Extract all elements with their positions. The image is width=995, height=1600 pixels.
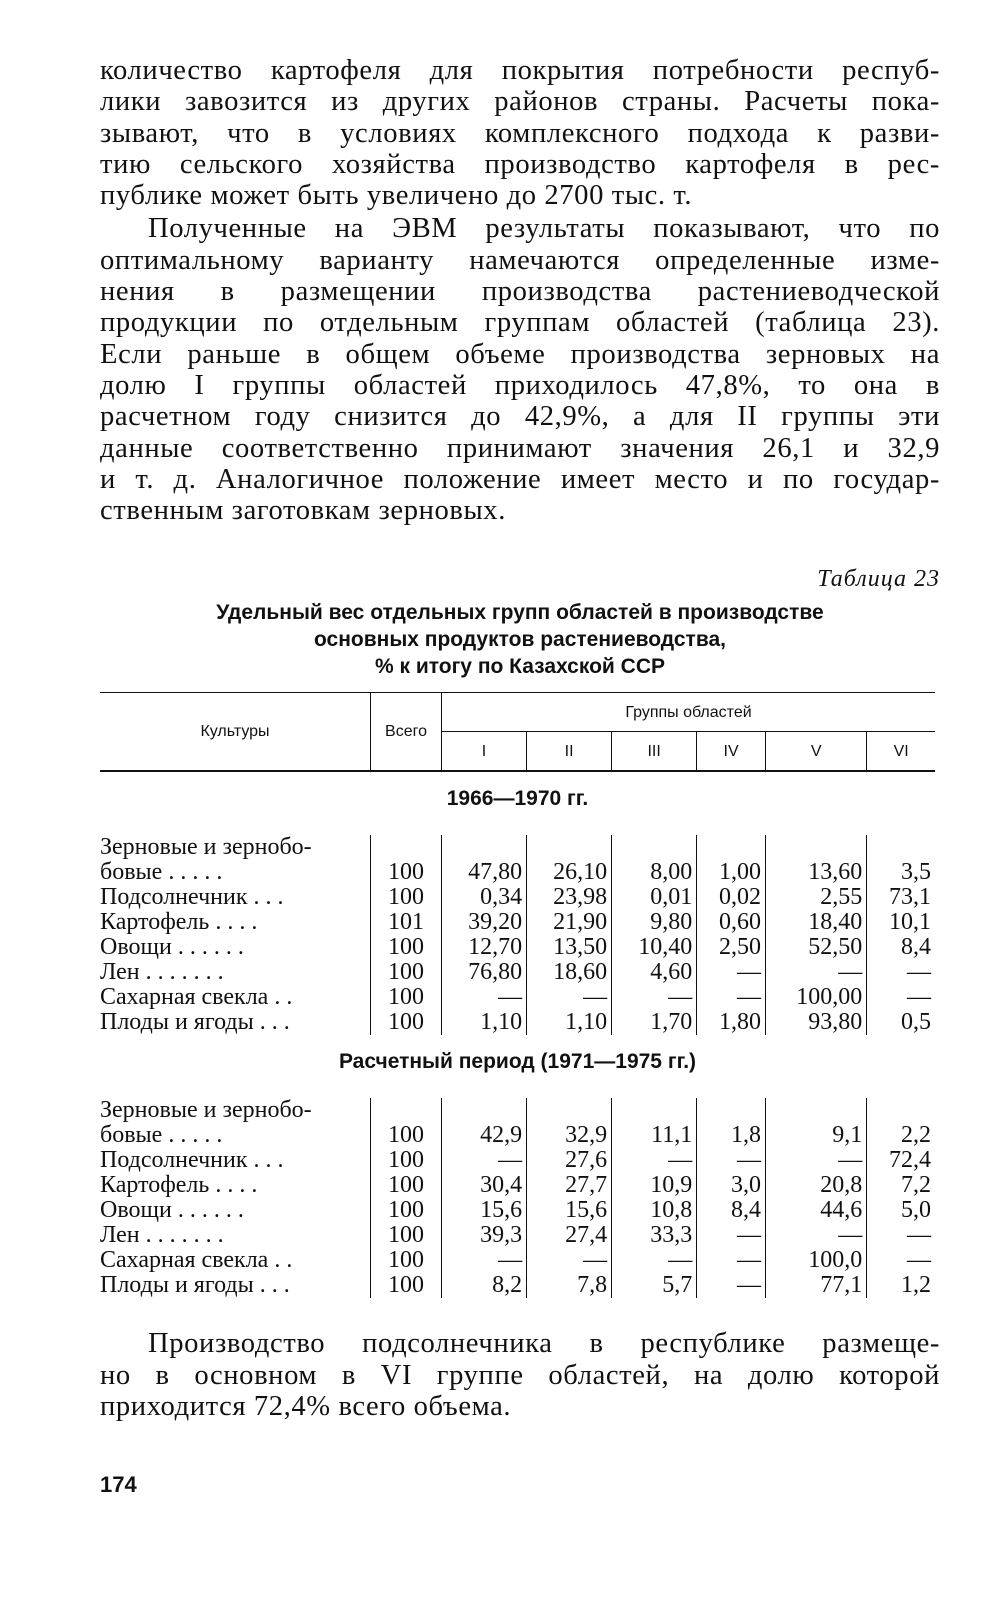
value-cell: 11,1 — [612, 1123, 697, 1148]
value-cell: 100 — [371, 1198, 442, 1223]
text-line: данные соответственно принимают значения 26,1 и 32,9 — [100, 432, 940, 464]
value-cell: 52,50 — [766, 935, 867, 960]
value-cell: 72,4 — [867, 1148, 935, 1173]
table-row — [100, 1248, 935, 1273]
value-cell: 10,8 — [612, 1198, 697, 1223]
value-cell: — — [867, 960, 935, 985]
value-cell: 39,3 — [442, 1223, 527, 1248]
row-name: Овощи . . . . . . — [100, 934, 244, 961]
table-title-line: % к итогу по Казахской ССР — [374, 655, 666, 679]
table-row-continuation — [100, 835, 935, 860]
value-cell: 0,01 — [612, 885, 697, 910]
section-title-row — [100, 771, 935, 835]
value-cell: 21,90 — [527, 910, 612, 935]
empty-cell — [766, 1098, 867, 1123]
value-cell: 23,98 — [527, 885, 612, 910]
empty-cell — [442, 835, 527, 860]
header-groups: Группы областей — [442, 693, 936, 732]
empty-cell — [867, 1098, 935, 1123]
table-row — [100, 885, 935, 910]
value-cell: 7,8 — [527, 1273, 612, 1298]
table-row — [100, 1173, 935, 1198]
value-cell: 12,70 — [442, 935, 527, 960]
empty-cell — [527, 1098, 612, 1123]
table-row-continuation — [100, 1098, 935, 1123]
value-cell: 100,0 — [766, 1248, 867, 1273]
value-cell: 13,60 — [766, 860, 867, 885]
value-cell: 8,4 — [867, 935, 935, 960]
value-cell: — — [766, 960, 867, 985]
text-line: приходится 72,4% всего объема. — [100, 1391, 512, 1423]
text-line: Производство подсолнечника в республике размеще- — [148, 1328, 940, 1360]
text-line: нения в размещении производства растениеводческой — [100, 276, 940, 308]
value-cell: — — [766, 1148, 867, 1173]
value-cell: 10,9 — [612, 1173, 697, 1198]
value-cell: 2,50 — [697, 935, 766, 960]
value-cell: — — [442, 1148, 527, 1173]
table-row — [100, 860, 935, 885]
value-cell: 47,80 — [442, 860, 527, 885]
empty-cell — [612, 1098, 697, 1123]
value-cell: 15,6 — [527, 1198, 612, 1223]
table-title-line: Удельный вес отдельных групп областей в производстве — [216, 601, 824, 625]
value-cell: 100 — [371, 985, 442, 1010]
value-cell: — — [697, 1148, 766, 1173]
row-name: Картофель . . . . — [100, 909, 258, 936]
value-cell: 20,8 — [766, 1173, 867, 1198]
value-cell: 5,0 — [867, 1198, 935, 1223]
table-row — [100, 960, 935, 985]
value-cell: 77,1 — [766, 1273, 867, 1298]
table-title-line: основных продуктов растениеводства, — [314, 628, 726, 652]
value-cell: — — [527, 985, 612, 1010]
value-cell: 100 — [371, 1273, 442, 1298]
empty-cell — [371, 1098, 442, 1123]
table-row — [100, 1123, 935, 1148]
text-line: долю I группы областей приходилось 47,8%, то она в — [100, 369, 940, 401]
value-cell: 39,20 — [442, 910, 527, 935]
value-cell: 9,80 — [612, 910, 697, 935]
value-cell: 13,50 — [527, 935, 612, 960]
value-cell: 100 — [371, 1223, 442, 1248]
value-cell: — — [766, 1223, 867, 1248]
data-table — [100, 692, 935, 1298]
empty-cell — [612, 835, 697, 860]
value-cell: 10,1 — [867, 910, 935, 935]
value-cell: 3,5 — [867, 860, 935, 885]
value-cell: 18,60 — [527, 960, 612, 985]
value-cell: 76,80 — [442, 960, 527, 985]
text-line: и т. д. Аналогичное положение имеет место и по государ- — [100, 463, 940, 495]
value-cell: 1,80 — [697, 1010, 766, 1035]
value-cell: 93,80 — [766, 1010, 867, 1035]
value-cell: 2,2 — [867, 1123, 935, 1148]
value-cell: 100 — [371, 885, 442, 910]
value-cell: 9,1 — [766, 1123, 867, 1148]
value-cell: 2,55 — [766, 885, 867, 910]
value-cell: 26,10 — [527, 860, 612, 885]
value-cell: 100 — [371, 1010, 442, 1035]
value-cell: 73,1 — [867, 885, 935, 910]
value-cell: 27,4 — [527, 1223, 612, 1248]
section-title: 1966—1970 гг. — [446, 787, 589, 811]
value-cell: 100 — [371, 1148, 442, 1173]
header-group-iii: III — [612, 732, 697, 772]
table-label: Таблица 23 — [817, 566, 940, 593]
value-cell: 1,10 — [442, 1010, 527, 1035]
value-cell: 44,6 — [766, 1198, 867, 1223]
table-row — [100, 910, 935, 935]
value-cell: 1,8 — [697, 1123, 766, 1148]
value-cell: 100 — [371, 960, 442, 985]
table-row — [100, 1273, 935, 1298]
value-cell: — — [612, 1148, 697, 1173]
row-name: Лен . . . . . . . — [100, 1222, 224, 1249]
value-cell: 100 — [371, 860, 442, 885]
page-content — [100, 55, 940, 1422]
text-line: Если раньше в общем объеме производства зерновых на — [100, 338, 940, 370]
text-line: Полученные на ЭВМ результаты показывают, что по — [148, 213, 940, 245]
row-name: бовые . . . . . — [100, 1122, 223, 1149]
row-name: Плоды и ягоды . . . — [100, 1272, 290, 1299]
table-title — [100, 599, 940, 680]
header-crops: Культуры — [100, 693, 371, 772]
table-row — [100, 1223, 935, 1248]
empty-cell — [697, 1098, 766, 1123]
value-cell: 18,40 — [766, 910, 867, 935]
text-line: тию сельского хозяйства производство картофеля в рес- — [100, 148, 940, 180]
row-name: бовые . . . . . — [100, 859, 223, 886]
row-name: Овощи . . . . . . — [100, 1197, 244, 1224]
value-cell: — — [612, 1248, 697, 1273]
value-cell: 10,40 — [612, 935, 697, 960]
value-cell: 3,0 — [697, 1173, 766, 1198]
table-row — [100, 1010, 935, 1035]
text-line: расчетном году снизится до 42,9%, а для II группы эти — [100, 401, 940, 433]
value-cell: 27,6 — [527, 1148, 612, 1173]
empty-cell — [527, 835, 612, 860]
value-cell: — — [612, 985, 697, 1010]
text-line: но в основном в VI группе областей, на долю которой — [100, 1359, 940, 1391]
value-cell: 8,00 — [612, 860, 697, 885]
row-name-line1: Зерновые и зернобо- — [100, 1097, 312, 1124]
row-name: Сахарная свекла . . — [100, 984, 293, 1011]
row-name: Картофель . . . . — [100, 1172, 258, 1199]
value-cell: 101 — [371, 910, 442, 935]
value-cell: 5,7 — [612, 1273, 697, 1298]
value-cell: — — [697, 1248, 766, 1273]
header-group-ii: II — [527, 732, 612, 772]
row-name: Лен . . . . . . . — [100, 959, 224, 986]
text-line: зывают, что в условиях комплексного подхода к разви- — [100, 117, 940, 149]
value-cell: 7,2 — [867, 1173, 935, 1198]
row-name: Подсолнечник . . . — [100, 884, 284, 911]
table-row — [100, 1148, 935, 1173]
value-cell: 0,60 — [697, 910, 766, 935]
header-group-i: I — [442, 732, 527, 772]
value-cell: 8,2 — [442, 1273, 527, 1298]
value-cell: 100,00 — [766, 985, 867, 1010]
paragraph-1 — [100, 55, 940, 211]
text-line: публике может быть увеличено до 2700 тыс. т. — [100, 180, 693, 212]
row-name-line1: Зерновые и зернобо- — [100, 834, 312, 861]
value-cell: 1,2 — [867, 1273, 935, 1298]
paragraph-2 — [100, 213, 940, 526]
value-cell: — — [697, 1223, 766, 1248]
empty-cell — [442, 1098, 527, 1123]
paragraph-3 — [100, 1328, 940, 1422]
value-cell: 4,60 — [612, 960, 697, 985]
value-cell: — — [527, 1248, 612, 1273]
table-row — [100, 1198, 935, 1223]
text-line: ственным заготовкам зерновых. — [100, 495, 506, 527]
value-cell: 1,70 — [612, 1010, 697, 1035]
text-line: лики завозится из других районов страны. Расчеты пока- — [100, 86, 940, 118]
empty-cell — [371, 835, 442, 860]
value-cell: 30,4 — [442, 1173, 527, 1198]
value-cell: — — [697, 960, 766, 985]
table-row — [100, 985, 935, 1010]
value-cell: 0,34 — [442, 885, 527, 910]
row-name: Подсолнечник . . . — [100, 1147, 284, 1174]
value-cell: 0,02 — [697, 885, 766, 910]
table-row — [100, 935, 935, 960]
value-cell: 100 — [371, 1123, 442, 1148]
value-cell: 33,3 — [612, 1223, 697, 1248]
text-line: оптимальному варианту намечаются определенные изме- — [100, 244, 940, 276]
value-cell: 8,4 — [697, 1198, 766, 1223]
value-cell: — — [867, 1223, 935, 1248]
empty-cell — [697, 835, 766, 860]
page-number: 174 — [100, 1472, 137, 1497]
empty-cell — [766, 835, 867, 860]
value-cell: 100 — [371, 1248, 442, 1273]
value-cell: 1,00 — [697, 860, 766, 885]
value-cell: 100 — [371, 1173, 442, 1198]
value-cell: 27,7 — [527, 1173, 612, 1198]
header-group-vi: VI — [867, 732, 935, 772]
value-cell: 15,6 — [442, 1198, 527, 1223]
value-cell: 1,10 — [527, 1010, 612, 1035]
value-cell: — — [442, 985, 527, 1010]
value-cell: — — [867, 1248, 935, 1273]
text-line: продукции по отдельным группам областей (таблица 23). — [100, 307, 940, 339]
header-total: Всего — [371, 693, 442, 772]
section-title-row — [100, 1035, 935, 1098]
section-title: Расчетный период (1971—1975 гг.) — [338, 1050, 697, 1074]
empty-cell — [867, 835, 935, 860]
value-cell: — — [867, 985, 935, 1010]
value-cell: — — [697, 985, 766, 1010]
table-body — [100, 771, 935, 1298]
value-cell: — — [442, 1248, 527, 1273]
row-name: Сахарная свекла . . — [100, 1247, 293, 1274]
value-cell: — — [697, 1273, 766, 1298]
value-cell: 42,9 — [442, 1123, 527, 1148]
text-line: количество картофеля для покрытия потребности респуб- — [100, 55, 940, 86]
value-cell: 100 — [371, 935, 442, 960]
header-group-iv: IV — [697, 732, 766, 772]
row-name: Плоды и ягоды . . . — [100, 1009, 290, 1036]
value-cell: 0,5 — [867, 1010, 935, 1035]
value-cell: 32,9 — [527, 1123, 612, 1148]
header-group-v: V — [766, 732, 867, 772]
